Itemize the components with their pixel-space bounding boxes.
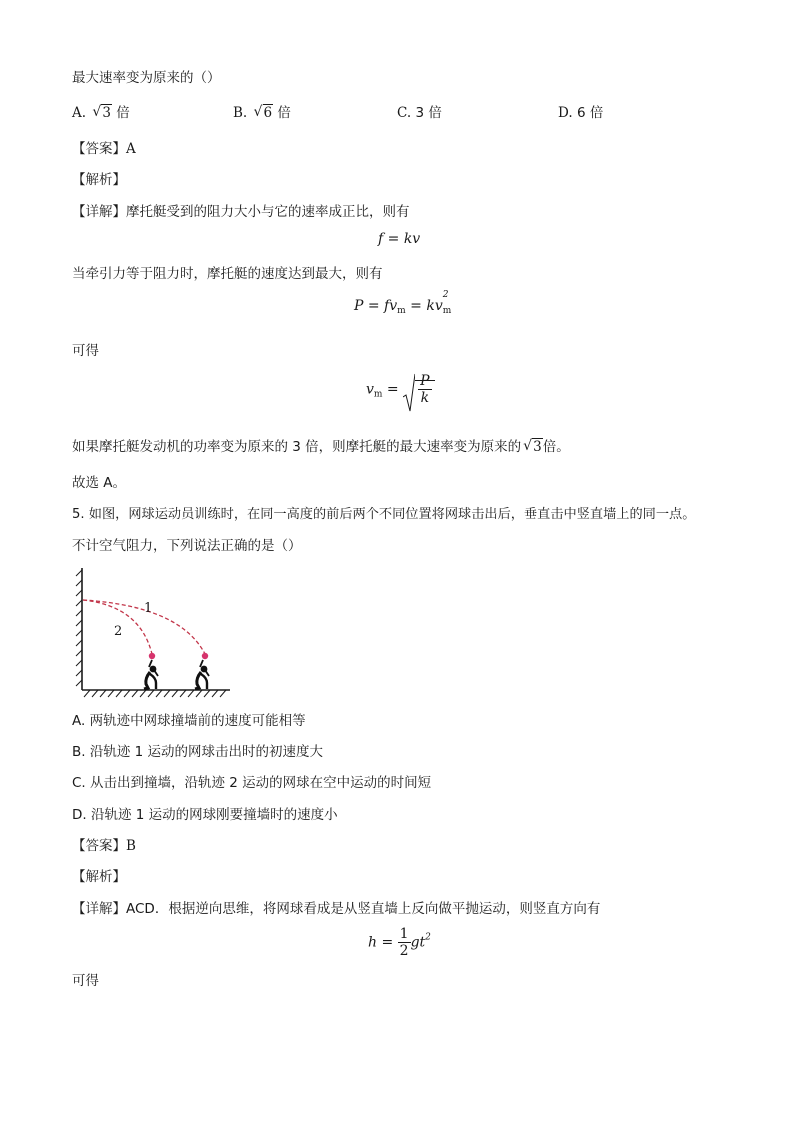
q4-line-2: 当牵引力等于阻力时，摩托艇的速度达到最大，则有: [72, 266, 383, 282]
q5-figure: [70, 566, 232, 698]
sqrt-symbol: √ 3: [92, 104, 111, 121]
tennis-ball-2: [149, 653, 155, 659]
q5-option-b: B. 沿轨迹 1 运动的网球击出时的初速度大: [72, 744, 324, 760]
q4-option-c: C. 3 倍: [397, 105, 442, 121]
q5-option-a: A. 两轨迹中网球撞墙前的速度可能相等: [72, 713, 306, 729]
q5-equation: h = $\frac{1}{2}$ $gt^2$: [368, 926, 431, 959]
q4-equation-3: $v_m$ = $\frac{P}{k}$: [366, 373, 435, 406]
sqrt-symbol: √ 3: [523, 438, 542, 455]
ground: [82, 690, 230, 697]
q5-line-end: 可得: [72, 973, 99, 989]
q4-analysis-tag: 【解析】: [72, 172, 126, 188]
trajectory-2-label: 2: [114, 624, 123, 639]
q5-detail: 【详解】ACD．根据逆向思维，将网球看成是从竖直墙上反向做平抛运动，则竖直方向有: [72, 901, 601, 917]
wall: [76, 568, 82, 690]
q5-stem-line-2: 不计空气阻力，下列说法正确的是（）: [72, 538, 302, 554]
player-1-icon: [195, 660, 209, 689]
q4-option-d: D. 6 倍: [558, 105, 604, 121]
q4-option-a: A. √ 3 倍: [72, 104, 130, 121]
q4-answer: 【答案】A: [72, 141, 136, 157]
q4-stem-end: 最大速率变为原来的（）: [72, 70, 221, 86]
q4-equation-2: $P = fv_m$ = kv 2 $_m$: [354, 290, 452, 316]
tennis-ball-1: [202, 653, 208, 659]
q5-option-c: C. 从击出到撞墙，沿轨迹 2 运动的网球在空中运动的时间短: [72, 775, 432, 791]
q4-line-3: 可得: [72, 343, 99, 359]
q4-line-4: 如果摩托艇发动机的功率变为原来的 3 倍，则摩托艇的最大速率变为原来的 √ 3倍。: [72, 438, 570, 455]
q5-option-d: D. 沿轨迹 1 运动的网球刚要撞墙时的速度小: [72, 807, 338, 823]
sqrt-symbol: $\frac{P}{k}$: [403, 373, 434, 406]
q5-analysis-tag: 【解析】: [72, 869, 126, 885]
player-2-icon: [144, 660, 158, 689]
trajectory-1-label: 1: [144, 601, 153, 616]
q4-line-5: 故选 A。: [72, 475, 127, 491]
q4-detail: 【详解】摩托艇受到的阻力大小与它的速率成正比，则有: [72, 204, 410, 220]
sqrt-symbol: √ 6: [253, 104, 273, 121]
q4-option-b: B. √ 6 倍: [233, 104, 291, 121]
q5-stem-line-1: 5. 如图，网球运动员训练时，在同一高度的前后两个不同位置将网球击出后，垂直击中竖直墙上的同一点。: [72, 507, 696, 522]
q5-answer: 【答案】B: [72, 838, 136, 854]
q4-equation-1: f = kv: [378, 231, 421, 247]
